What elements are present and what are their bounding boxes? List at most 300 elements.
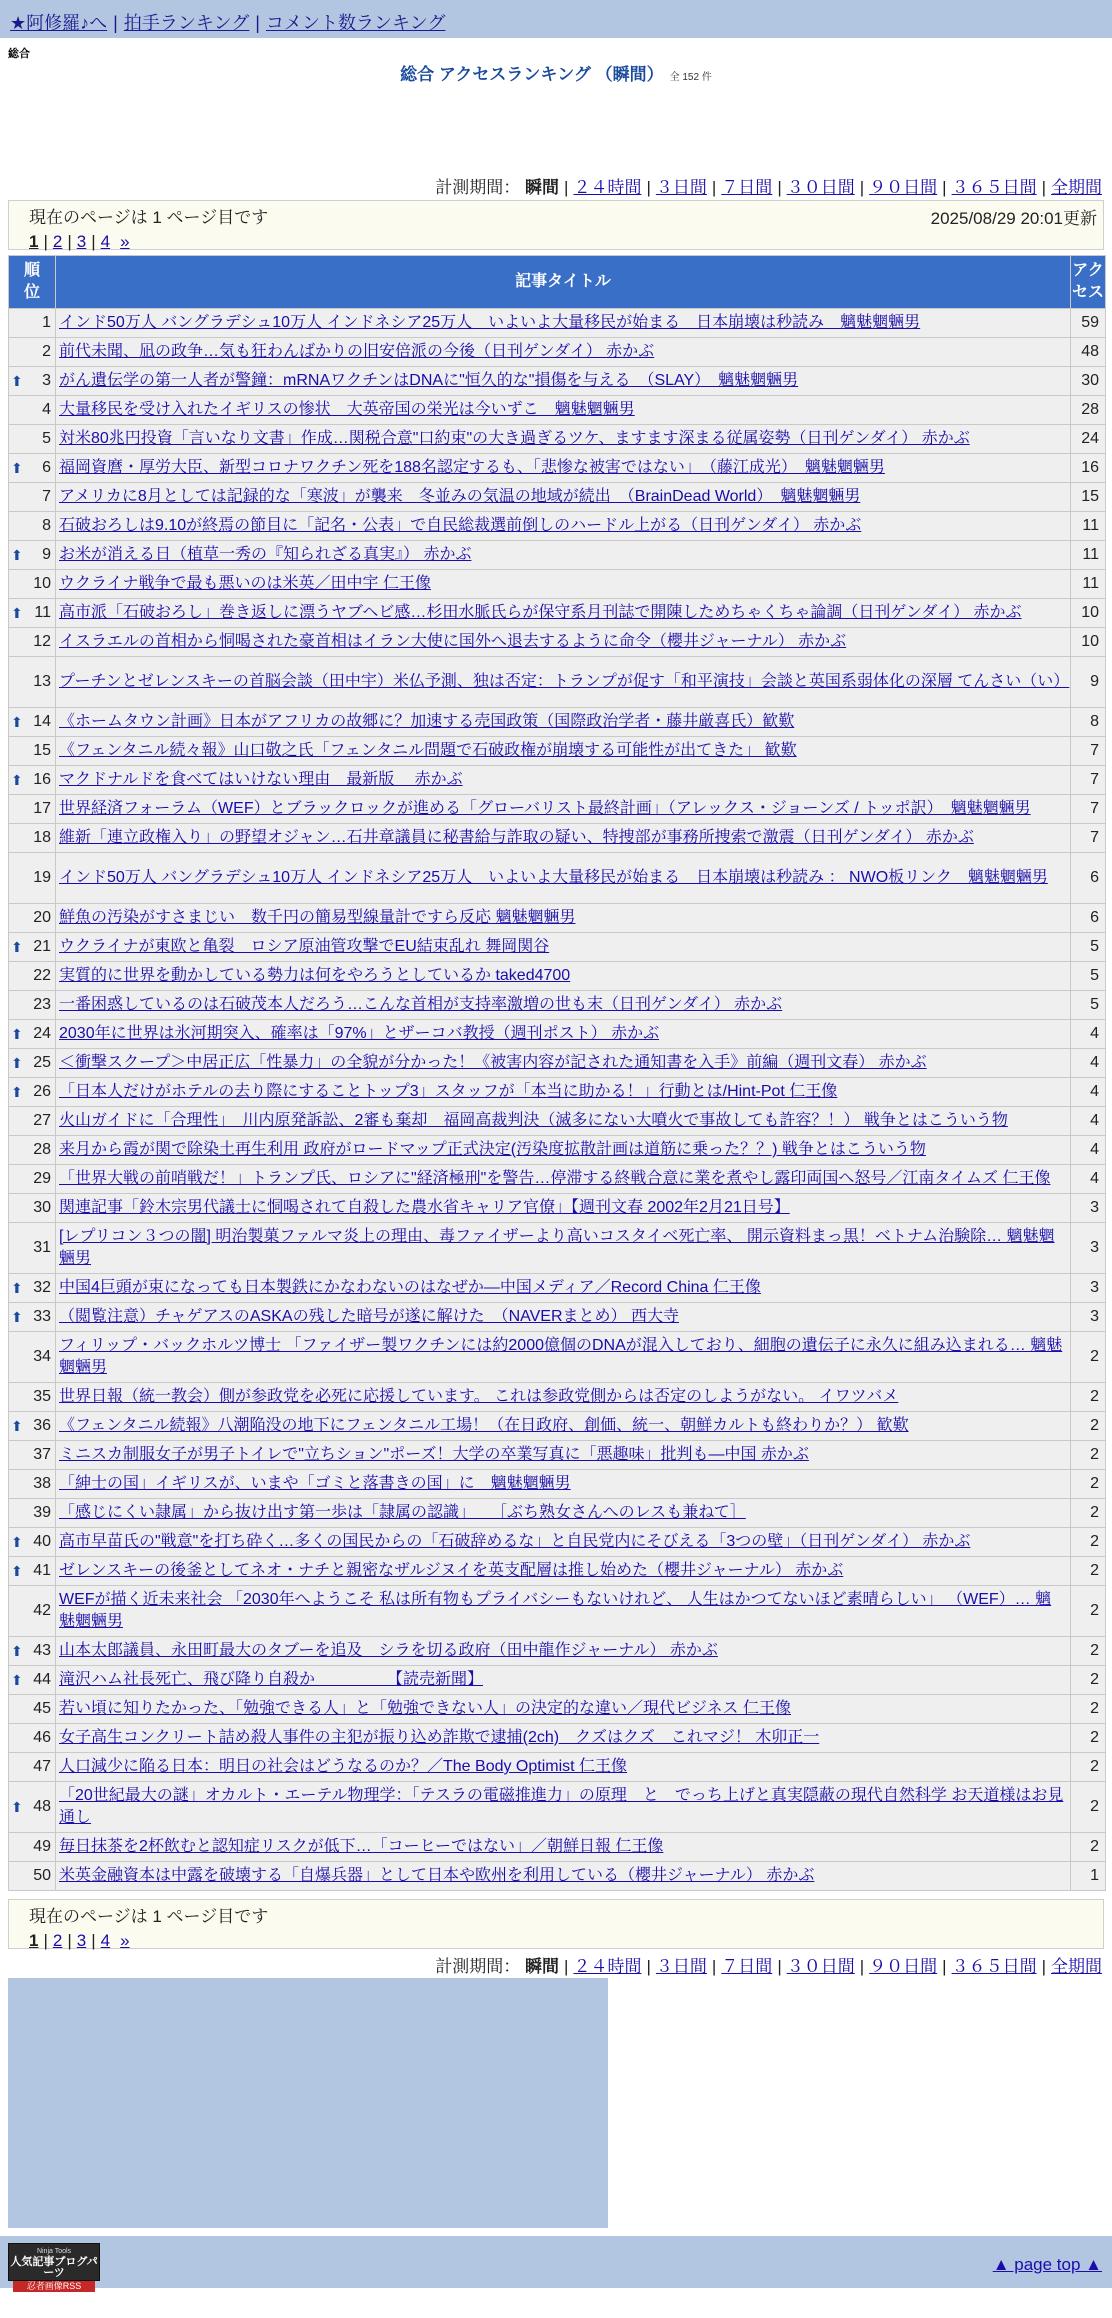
pager-top bbox=[8, 200, 1104, 250]
rank-number: 34 bbox=[33, 1348, 51, 1365]
access-count-cell: 8 bbox=[1071, 708, 1105, 736]
rank-cell bbox=[9, 1274, 55, 1302]
title-cell bbox=[56, 1557, 1070, 1585]
rank-cell bbox=[9, 1412, 55, 1440]
title-cell bbox=[56, 1194, 1070, 1222]
access-count-cell: 3 bbox=[1071, 1303, 1105, 1331]
article-title-link[interactable]: 山本太郎議員、永田町最大のタブーを追及 シラを切る政府（田中龍作ジャーナル） 赤かぶ bbox=[59, 1642, 718, 1659]
rank-number: 32 bbox=[33, 1279, 51, 1296]
title-cell bbox=[56, 1274, 1070, 1302]
table-row bbox=[9, 1586, 1105, 1636]
table-row bbox=[9, 991, 1105, 1019]
title-cell bbox=[56, 338, 1070, 366]
rank-cell bbox=[9, 962, 55, 990]
period-label: 計測期間： bbox=[435, 178, 521, 197]
title-column-header: 記事タイトル bbox=[56, 256, 1070, 308]
ad-placeholder bbox=[8, 1978, 608, 2228]
access-count-cell: 4 bbox=[1071, 1049, 1105, 1077]
title-cell bbox=[56, 766, 1070, 794]
rank-cell bbox=[9, 1862, 55, 1890]
rank-cell bbox=[9, 512, 55, 540]
next-page-link[interactable]: » bbox=[120, 232, 130, 251]
title-cell bbox=[56, 1586, 1070, 1636]
rank-cell bbox=[9, 1586, 55, 1636]
comment-ranking-link[interactable]: コメント数ランキング bbox=[265, 13, 446, 33]
rank-cell bbox=[9, 1528, 55, 1556]
rank-number: 10 bbox=[33, 575, 51, 592]
page-links: 1 | 2 | 3 | 4 » bbox=[29, 1931, 130, 1950]
rank-cell bbox=[9, 853, 55, 903]
title-cell bbox=[56, 1049, 1070, 1077]
article-title-link[interactable]: ウクライナが東欧と亀裂 ロシア原油管攻撃でEU結束乱れ 舞岡関谷 bbox=[59, 938, 550, 955]
title-cell bbox=[56, 1223, 1070, 1273]
ninja-tools-badge[interactable] bbox=[8, 2243, 100, 2291]
rank-number: 40 bbox=[33, 1533, 51, 1550]
rank-cell bbox=[9, 1303, 55, 1331]
rank-cell bbox=[9, 1833, 55, 1861]
table-row bbox=[9, 1412, 1105, 1440]
rank-number: 20 bbox=[33, 909, 51, 926]
access-count-cell: 2 bbox=[1071, 1753, 1105, 1781]
category-label: 総合 bbox=[8, 48, 30, 60]
rank-cell bbox=[9, 1020, 55, 1048]
table-row bbox=[9, 962, 1105, 990]
page-4-link[interactable]: 4 bbox=[100, 1931, 111, 1950]
article-title-link[interactable]: 中国4巨頭が束になっても日本製鉄にかなわないのはなぜか―中国メディア／Record China 仁王像 bbox=[59, 1279, 761, 1296]
access-count-cell: 10 bbox=[1071, 599, 1105, 627]
title-cell bbox=[56, 483, 1070, 511]
page-title bbox=[0, 60, 1112, 85]
access-count-cell: 2 bbox=[1071, 1833, 1105, 1861]
period-30d-link[interactable]: ３０日間 bbox=[786, 178, 855, 197]
rank-up-arrow-icon: ⬆ bbox=[11, 1534, 23, 1550]
article-title-link[interactable]: 毎日抹茶を2杯飲むと認知症リスクが低下…「コーヒーではない」／朝鮮日報 仁王像 bbox=[59, 1838, 664, 1855]
ranking-table-body bbox=[9, 309, 1105, 1890]
article-title-link[interactable]: 実質的に世界を動かしている勢力は何をやろうとしているか taked4700 bbox=[59, 967, 571, 984]
article-title-link[interactable]: インド50万人 バングラデシュ10万人 インドネシア25万人 いよいよ大量移民が始まる 日本崩壊は秒読み ： NWO板リンク 魑魅魍魎男 bbox=[59, 869, 1048, 886]
rank-number: 19 bbox=[33, 869, 51, 886]
table-row bbox=[9, 933, 1105, 961]
article-title-link[interactable]: 米英金融資本は中露を破壊する「自爆兵器」として日本や欧州を利用している（櫻井ジャーナル） 赤かぶ bbox=[59, 1867, 815, 1884]
access-count-cell: 7 bbox=[1071, 737, 1105, 765]
rank-number: 39 bbox=[33, 1504, 51, 1521]
title-cell bbox=[56, 1441, 1070, 1469]
table-row bbox=[9, 367, 1105, 395]
article-title-link[interactable]: 高市派「石破おろし」巻き返しに漂うヤブヘビ感…杉田水脈氏らが保守系月刊誌で開陳しためちゃくちゃ論調（日刊ゲンダイ） 赤かぶ bbox=[59, 604, 1022, 621]
title-cell bbox=[56, 396, 1070, 424]
access-count-cell: 11 bbox=[1071, 541, 1105, 569]
article-title-link[interactable]: 「紳士の国」イギリスが、いまや「ゴミと落書きの国」に 魑魅魍魎男 bbox=[59, 1475, 571, 1492]
article-title-link[interactable]: 石破おろしは9.10が終焉の節目に「記名・公表」で自民総裁選前倒しのハードル上がる（日刊ゲンダイ） 赤かぶ bbox=[59, 517, 862, 534]
table-row bbox=[9, 824, 1105, 852]
rank-cell bbox=[9, 1470, 55, 1498]
title-cell bbox=[56, 1753, 1070, 1781]
rank-cell bbox=[9, 483, 55, 511]
article-title-link[interactable]: ミニスカ制服女子が男子トイレで"立ちション"ポーズ！大学の卒業写真に「悪趣味」批判も―中国 赤かぶ bbox=[59, 1446, 809, 1463]
table-row bbox=[9, 1695, 1105, 1723]
title-cell bbox=[56, 1499, 1070, 1527]
rank-cell bbox=[9, 1441, 55, 1469]
period-90d-link[interactable]: ９０日間 bbox=[869, 178, 938, 197]
table-row bbox=[9, 1753, 1105, 1781]
page-2-link[interactable]: 2 bbox=[52, 1931, 63, 1950]
access-count-cell: 4 bbox=[1071, 1078, 1105, 1106]
article-title-link[interactable]: 福岡資麿・厚労大臣、新型コロナワクチン死を188名認定するも、「悲惨な被害ではない」 （藤江成光） 魑魅魍魎男 bbox=[59, 459, 885, 476]
access-count-cell: 48 bbox=[1071, 338, 1105, 366]
table-row bbox=[9, 309, 1105, 337]
title-cell bbox=[56, 1862, 1070, 1890]
article-title-link[interactable]: 鮮魚の汚染がすさまじい 数千円の簡易型線量計ですら反応 魑魅魍魎男 bbox=[59, 909, 576, 926]
title-cell bbox=[56, 599, 1070, 627]
title-cell bbox=[56, 904, 1070, 932]
rank-number: 25 bbox=[33, 1054, 51, 1071]
access-column-header: アクセス bbox=[1071, 256, 1105, 308]
article-title-link[interactable]: ＜衝撃スクープ＞中居正広「性暴力」の全貌が分かった！《被害内容が記された通知書を入手》前編（週刊文春） 赤かぶ bbox=[59, 1054, 927, 1071]
article-title-link[interactable]: 大量移民を受け入れたイギリスの惨状 大英帝国の栄光は今いずこ 魑魅魍魎男 bbox=[59, 401, 635, 418]
rank-cell bbox=[9, 599, 55, 627]
page-3-link[interactable]: 3 bbox=[76, 1931, 87, 1950]
access-count-cell: 2 bbox=[1071, 1412, 1105, 1440]
access-count-cell: 1 bbox=[1071, 1862, 1105, 1890]
article-title-link[interactable]: WEFが描く近未来社会 「2030年へようこそ 私は所有物もプライバシーもないけれど、 人生はかつてないほど素晴らしい」 （WEF）… 魑魅魍魎男 bbox=[59, 1591, 1052, 1630]
table-row bbox=[9, 795, 1105, 823]
title-cell bbox=[56, 1833, 1070, 1861]
article-title-link[interactable]: 世界経済フォーラム（WEF）とブラックロックが進める「グローバリスト最終計画」（アレックス・ジョーンズ / トッポ訳） 魑魅魍魎男 bbox=[59, 800, 1031, 817]
rank-number: 5 bbox=[42, 430, 51, 447]
period-24h-link[interactable]: ２４時間 bbox=[573, 178, 642, 197]
title-cell bbox=[56, 1695, 1070, 1723]
rank-number: 45 bbox=[33, 1700, 51, 1717]
table-row bbox=[9, 454, 1105, 482]
title-cell bbox=[56, 962, 1070, 990]
rank-number: 47 bbox=[33, 1758, 51, 1775]
rank-cell bbox=[9, 1223, 55, 1273]
article-title-link[interactable]: 滝沢ハム社長死亡、飛び降り自殺か 【読売新聞】 bbox=[59, 1671, 484, 1688]
article-title-link[interactable]: 2030年に世界は氷河期突入、確率は「97%」とザーコバ教授（週刊ポスト） 赤かぶ bbox=[59, 1025, 660, 1042]
article-title-link[interactable]: 維新「連立政権入り」の野望オジャン…石井章議員に秘書給与詐取の疑い、特捜部が事務所捜索で激震（日刊ゲンダイ） 赤かぶ bbox=[59, 829, 974, 846]
table-row bbox=[9, 1332, 1105, 1382]
next-page-link[interactable]: » bbox=[120, 1931, 130, 1950]
table-row bbox=[9, 483, 1105, 511]
period-90d-link[interactable]: ９０日間 bbox=[869, 1957, 938, 1976]
access-count-cell: 5 bbox=[1071, 962, 1105, 990]
rank-cell bbox=[9, 1332, 55, 1382]
period-365d-link[interactable]: ３６５日間 bbox=[951, 1957, 1037, 1976]
period-current: 瞬間 bbox=[525, 1957, 560, 1976]
rank-number: 6 bbox=[42, 459, 51, 476]
article-title-link[interactable]: アメリカに8月としては記録的な「寒波」が襲来 冬並みの気温の地域が続出 （BrainDead World） 魑魅魍魎男 bbox=[59, 488, 861, 505]
title-cell bbox=[56, 795, 1070, 823]
article-title-link[interactable]: 若い頃に知りたかった、「勉強できる人」と「勉強できない人」の決定的な違い／現代ビジネス 仁王像 bbox=[59, 1700, 791, 1717]
rank-number: 49 bbox=[33, 1838, 51, 1855]
table-row bbox=[9, 1165, 1105, 1193]
article-title-link[interactable]: [レプリコン３つの闇] 明治製菓ファルマ炎上の理由、毒ファイザーより高いコスタイベ死亡率、 開示資料まっ黒！ベトナム治験除… 魑魅魍魎男 bbox=[59, 1228, 1055, 1267]
rank-number: 21 bbox=[33, 938, 51, 955]
access-count-cell: 16 bbox=[1071, 454, 1105, 482]
article-title-link[interactable]: 女子高生コンクリート詰め殺人事件の主犯が振り込め詐欺で逮捕(2ch) クズはクズ これマジ！ 木卯正一 bbox=[59, 1729, 820, 1746]
table-row bbox=[9, 766, 1105, 794]
rank-number: 37 bbox=[33, 1446, 51, 1463]
current-page: 1 bbox=[29, 232, 39, 251]
rank-cell bbox=[9, 933, 55, 961]
table-row bbox=[9, 1383, 1105, 1411]
rank-cell bbox=[9, 824, 55, 852]
access-count-cell: 2 bbox=[1071, 1383, 1105, 1411]
access-count-cell: 3 bbox=[1071, 1223, 1105, 1273]
period-3d-link[interactable]: ３日間 bbox=[655, 1957, 707, 1976]
article-title-link[interactable]: 「感じにくい隷属」から抜け出す第一歩は「隷属の認識」 ［ぶち熟女さんへのレスも兼ねて］ bbox=[59, 1504, 746, 1521]
article-title-link[interactable]: ウクライナ戦争で最も悪いのは米英／田中宇 仁王像 bbox=[59, 575, 431, 592]
rank-number: 44 bbox=[33, 1671, 51, 1688]
rank-number: 30 bbox=[33, 1199, 51, 1216]
rank-cell bbox=[9, 1049, 55, 1077]
access-count-cell: 7 bbox=[1071, 824, 1105, 852]
rank-cell bbox=[9, 338, 55, 366]
pager-status: 現在のページは 1 ページ目です bbox=[29, 208, 269, 227]
article-title-link[interactable]: 「日本人だけがホテルの去り際にすることトップ3」スタッフが「本当に助かる！」行動とは/Hint-Pot 仁王像 bbox=[59, 1083, 838, 1100]
rank-up-arrow-icon: ⬆ bbox=[11, 1563, 23, 1579]
table-header-row bbox=[9, 256, 1105, 308]
pager-bottom bbox=[8, 1899, 1104, 1949]
rank-cell bbox=[9, 1499, 55, 1527]
nav-separator: | bbox=[255, 13, 260, 33]
rank-cell bbox=[9, 904, 55, 932]
table-row bbox=[9, 1223, 1105, 1273]
rank-up-arrow-icon: ⬆ bbox=[11, 1055, 23, 1071]
title-cell bbox=[56, 628, 1070, 656]
table-row bbox=[9, 737, 1105, 765]
rank-up-arrow-icon: ⬆ bbox=[11, 373, 23, 389]
title-cell bbox=[56, 708, 1070, 736]
rank-number: 13 bbox=[33, 673, 51, 690]
access-count-cell: 11 bbox=[1071, 570, 1105, 598]
rank-number: 17 bbox=[33, 800, 51, 817]
access-count-cell: 3 bbox=[1071, 1274, 1105, 1302]
title-cell bbox=[56, 933, 1070, 961]
page-3-link[interactable]: 3 bbox=[76, 232, 87, 251]
title-cell bbox=[56, 1078, 1070, 1106]
badge-sub-text: 忍者画像RSS bbox=[13, 2281, 95, 2292]
top-nav-bar bbox=[0, 0, 1112, 38]
current-page: 1 bbox=[29, 1931, 39, 1950]
article-title-link[interactable]: 高市早苗氏の"戦意"を打ち砕く…多くの国民からの「石破辞めるな」と自民党内にそびえる「3つの壁」（日刊ゲンダイ） 赤かぶ bbox=[59, 1533, 971, 1550]
period-30d-link[interactable]: ３０日間 bbox=[786, 1957, 855, 1976]
access-count-cell: 59 bbox=[1071, 309, 1105, 337]
period-selector-top: 計測期間： 瞬間 | ２４時間 | ３日間 | ７日間 | ３０日間 | ９０日間 | ３６５日間 | 全期間 bbox=[435, 178, 1102, 197]
rank-up-arrow-icon: ⬆ bbox=[11, 1672, 23, 1688]
title-cell bbox=[56, 570, 1070, 598]
rank-up-arrow-icon: ⬆ bbox=[11, 714, 23, 730]
title-cell bbox=[56, 657, 1070, 707]
badge-top-text: Ninja Tools bbox=[36, 2248, 72, 2255]
table-row bbox=[9, 1020, 1105, 1048]
rank-cell bbox=[9, 991, 55, 1019]
article-title-link[interactable]: インド50万人 バングラデシュ10万人 インドネシア25万人 いよいよ大量移民が始まる 日本崩壊は秒読み 魑魅魍魎男 bbox=[59, 314, 921, 331]
title-cell bbox=[56, 1470, 1070, 1498]
clap-ranking-link[interactable]: 拍手ランキング bbox=[123, 13, 250, 33]
rank-number: 29 bbox=[33, 1170, 51, 1187]
article-title-link[interactable]: がん遺伝学の第一人者が警鐘：mRNAワクチンはDNAに"恒久的な"損傷を与える （SLAY） 魑魅魍魎男 bbox=[59, 372, 799, 389]
period-current: 瞬間 bbox=[525, 178, 560, 197]
rank-number: 24 bbox=[33, 1025, 51, 1042]
table-row bbox=[9, 425, 1105, 453]
access-count-cell: 28 bbox=[1071, 396, 1105, 424]
rank-up-arrow-icon: ⬆ bbox=[11, 772, 23, 788]
rank-cell bbox=[9, 1194, 55, 1222]
access-count-cell: 2 bbox=[1071, 1557, 1105, 1585]
article-title-link[interactable]: イスラエルの首相から恫喝された豪首相はイラン大使に国外へ退去するように命令（櫻井ジャーナル） 赤かぶ bbox=[59, 633, 847, 650]
article-title-link[interactable]: プーチンとゼレンスキーの首脳会談（田中宇）米仏予測、独は否定：トランプが促す「和平演技」会談と英国系弱体化の深層 てんさい（い） bbox=[59, 673, 1070, 690]
period-7d-link[interactable]: ７日間 bbox=[721, 178, 773, 197]
rank-number: 43 bbox=[33, 1642, 51, 1659]
table-row bbox=[9, 904, 1105, 932]
rank-up-arrow-icon: ⬆ bbox=[11, 460, 23, 476]
article-title-link[interactable]: フィリップ・バックホルツ博士 「ファイザー製ワクチンには約2000億個のDNAが混入しており、細胞の遺伝子に永久に組み込まれる… 魑魅魍魎男 bbox=[59, 1337, 1063, 1376]
rank-number: 38 bbox=[33, 1475, 51, 1492]
access-count-cell: 2 bbox=[1071, 1724, 1105, 1752]
table-row bbox=[9, 657, 1105, 707]
table-row bbox=[9, 1862, 1105, 1890]
period-7d-link[interactable]: ７日間 bbox=[721, 1957, 773, 1976]
title-cell bbox=[56, 1020, 1070, 1048]
rank-up-arrow-icon: ⬆ bbox=[11, 1643, 23, 1659]
table-row bbox=[9, 1470, 1105, 1498]
title-cell bbox=[56, 425, 1070, 453]
rank-number: 48 bbox=[33, 1798, 51, 1815]
rank-up-arrow-icon: ⬆ bbox=[11, 939, 23, 955]
article-title-link[interactable]: 人口減少に陥る日本：明日の社会はどうなるのか？／The Body Optimist 仁王像 bbox=[59, 1758, 628, 1775]
total-count: 全 152 件 bbox=[669, 72, 712, 83]
article-title-link[interactable]: 「世界大戦の前哨戦だ！」トランプ氏、ロシアに"経済極刑"を警告…停滞する終戦合意に業を煮やし露印両国へ怒号／江南タイムズ 仁王像 bbox=[59, 1170, 1051, 1187]
period-24h-link[interactable]: ２４時間 bbox=[573, 1957, 642, 1976]
rank-number: 3 bbox=[42, 372, 51, 389]
access-count-cell: 2 bbox=[1071, 1782, 1105, 1832]
access-count-cell: 7 bbox=[1071, 795, 1105, 823]
article-title-link[interactable]: お米が消える日（植草一秀の『知られざる真実』） 赤かぶ bbox=[59, 546, 472, 563]
page-2-link[interactable]: 2 bbox=[52, 232, 63, 251]
title-cell bbox=[56, 1303, 1070, 1331]
access-count-cell: 2 bbox=[1071, 1470, 1105, 1498]
rank-number: 28 bbox=[33, 1141, 51, 1158]
access-count-cell: 2 bbox=[1071, 1637, 1105, 1665]
article-title-link[interactable]: 《フェンタニル続々報》山口敬之氏「フェンタニル問題で石破政権が崩壊する可能性が出てきた」 歓歎 bbox=[59, 742, 797, 759]
rank-cell bbox=[9, 1557, 55, 1585]
rank-number: 41 bbox=[33, 1562, 51, 1579]
rank-cell bbox=[9, 396, 55, 424]
access-count-cell: 9 bbox=[1071, 657, 1105, 707]
table-row bbox=[9, 1724, 1105, 1752]
article-title-link[interactable]: 対米80兆円投資「言いなり文書」作成…関税合意"口約束"の大き過ぎるツケ、ますます深まる従属姿勢（日刊ゲンダイ） 赤かぶ bbox=[59, 430, 970, 447]
table-row bbox=[9, 1833, 1105, 1861]
article-title-link[interactable]: 来月から霞が関で除染土再生利用 政府がロードマップ正式決定(汚染度拡散計画は道筋に乗った？？) 戦争とはこういう物 bbox=[59, 1141, 926, 1158]
page-links: 1 | 2 | 3 | 4 » bbox=[29, 232, 130, 251]
rank-cell bbox=[9, 454, 55, 482]
access-count-cell: 3 bbox=[1071, 1194, 1105, 1222]
rank-number: 42 bbox=[33, 1602, 51, 1619]
table-row bbox=[9, 1194, 1105, 1222]
access-count-cell: 5 bbox=[1071, 933, 1105, 961]
page-4-link[interactable]: 4 bbox=[100, 232, 111, 251]
period-all-link[interactable]: 全期間 bbox=[1051, 178, 1102, 197]
article-title-link[interactable]: 「20世紀最大の謎」オカルト・エーテル物理学：「テスラの電磁推進力」の原理 と でっち上げと真実隠蔽の現代自然科学 お天道様はお見通し bbox=[59, 1787, 1064, 1826]
title-cell bbox=[56, 991, 1070, 1019]
title-cell bbox=[56, 512, 1070, 540]
access-count-cell: 2 bbox=[1071, 1332, 1105, 1382]
rank-cell bbox=[9, 1782, 55, 1832]
period-3d-link[interactable]: ３日間 bbox=[655, 178, 707, 197]
table-row bbox=[9, 599, 1105, 627]
rank-number: 7 bbox=[42, 488, 51, 505]
article-title-link[interactable]: 前代未聞、凪の政争…気も狂わんばかりの旧安倍派の今後（日刊ゲンダイ） 赤かぶ bbox=[59, 343, 655, 360]
rank-number: 8 bbox=[42, 517, 51, 534]
article-title-link[interactable]: 《ホームタウン計画》日本がアフリカの故郷に？加速する売国政策（国際政治学者・藤井厳喜氏）歓歎 bbox=[59, 713, 795, 730]
article-title-link[interactable]: 関連記事「鈴木宗男代議士に恫喝されて自殺した農水省キャリア官僚」【週刊文春 2002年2月21日号】 bbox=[59, 1199, 790, 1216]
access-count-cell: 2 bbox=[1071, 1586, 1105, 1636]
period-all-link[interactable]: 全期間 bbox=[1051, 1957, 1102, 1976]
access-count-cell: 4 bbox=[1071, 1136, 1105, 1164]
rank-cell bbox=[9, 1136, 55, 1164]
home-link[interactable]: ★阿修羅♪へ bbox=[10, 13, 108, 33]
rank-cell bbox=[9, 657, 55, 707]
table-row bbox=[9, 1303, 1105, 1331]
article-title-link[interactable]: 世界日報（統一教会）側が参政党を必死に応援しています。 これは参政党側からは否定のしようがない。 イワツバメ bbox=[59, 1388, 899, 1405]
updated-time: 2025/08/29 20:01更新 bbox=[930, 209, 1097, 228]
rank-number: 35 bbox=[33, 1388, 51, 1405]
article-title-link[interactable]: （閲覧注意）チャゲアスのASKAの残した暗号が遂に解けた （NAVERまとめ） 西大寺 bbox=[59, 1308, 679, 1325]
rank-cell bbox=[9, 570, 55, 598]
table-row bbox=[9, 1499, 1105, 1527]
access-count-cell: 6 bbox=[1071, 853, 1105, 903]
access-count-cell: 30 bbox=[1071, 367, 1105, 395]
article-title-link[interactable]: ゼレンスキーの後釜としてネオ・ナチと親密なザルジヌイを英支配層は推し始めた（櫻井ジャーナル） 赤かぶ bbox=[59, 1562, 844, 1579]
rank-up-arrow-icon: ⬆ bbox=[11, 1418, 23, 1434]
rank-cell bbox=[9, 766, 55, 794]
title-cell bbox=[56, 853, 1070, 903]
article-title-link[interactable]: 火山ガイドに「合理性」 川内原発訴訟、2審も棄却 福岡高裁判決（滅多にない大噴火で事故しても許容？！） 戦争とはこういう物 bbox=[59, 1112, 1008, 1129]
table-row bbox=[9, 512, 1105, 540]
table-row bbox=[9, 1666, 1105, 1694]
table-row bbox=[9, 1274, 1105, 1302]
title-cell bbox=[56, 1165, 1070, 1193]
rank-cell bbox=[9, 795, 55, 823]
rank-cell bbox=[9, 737, 55, 765]
title-cell bbox=[56, 1724, 1070, 1752]
title-cell bbox=[56, 1383, 1070, 1411]
rank-up-arrow-icon: ⬆ bbox=[11, 1309, 23, 1325]
period-365d-link[interactable]: ３６５日間 bbox=[951, 178, 1037, 197]
rank-cell bbox=[9, 1666, 55, 1694]
article-title-link[interactable]: 《フェンタニル続報》八潮陥没の地下にフェンタニル工場！（在日政府、創価、統一、朝鮮カルトも終わりか？） 歓歎 bbox=[59, 1417, 909, 1434]
page-top-link[interactable]: ▲ page top ▲ bbox=[992, 2255, 1102, 2274]
table-row bbox=[9, 338, 1105, 366]
rank-up-arrow-icon: ⬆ bbox=[11, 1084, 23, 1100]
rank-cell bbox=[9, 1695, 55, 1723]
rank-number: 14 bbox=[33, 713, 51, 730]
article-title-link[interactable]: マクドナルドを食べてはいけない理由 最新版 赤かぶ bbox=[59, 771, 463, 788]
rank-cell bbox=[9, 1383, 55, 1411]
access-count-cell: 11 bbox=[1071, 512, 1105, 540]
pager-status: 現在のページは 1 ページ目です bbox=[29, 1907, 269, 1926]
rank-number: 22 bbox=[33, 967, 51, 984]
rank-up-arrow-icon: ⬆ bbox=[11, 1799, 23, 1815]
rank-number: 46 bbox=[33, 1729, 51, 1746]
table-row bbox=[9, 1078, 1105, 1106]
rank-number: 2 bbox=[42, 343, 51, 360]
article-title-link[interactable]: 一番困惑しているのは石破茂本人だろう…こんな首相が支持率激増の世も末（日刊ゲンダイ） 赤かぶ bbox=[59, 996, 783, 1013]
rank-number: 18 bbox=[33, 829, 51, 846]
rank-number: 27 bbox=[33, 1112, 51, 1129]
access-count-cell: 4 bbox=[1071, 1165, 1105, 1193]
